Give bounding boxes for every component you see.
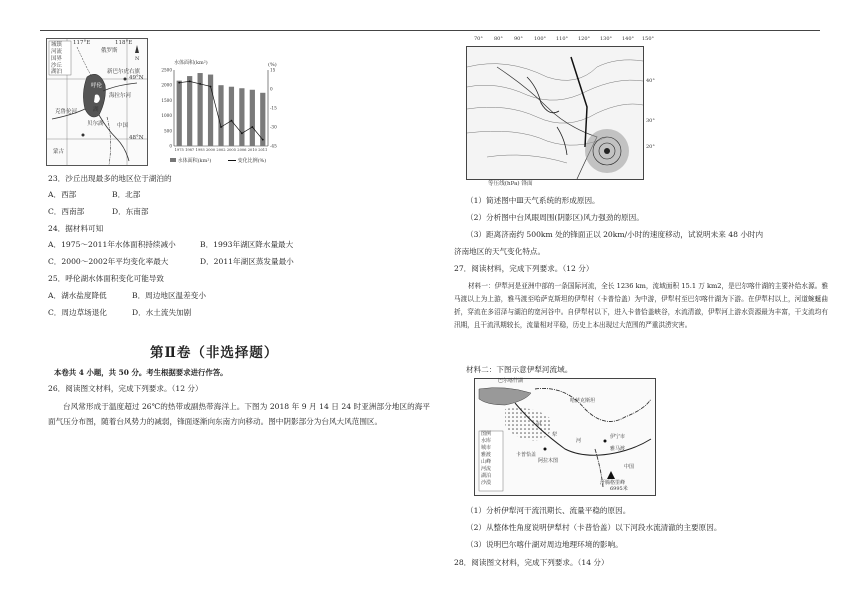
chart-x-tick-label: 2000 [205,148,216,152]
chart-y-tick-label: 0 [169,143,172,149]
q27-sub-2: （2）从整体性角度说明伊犁村（卡普恰盖）以下河段水流清澈的主要原因。 [466,523,722,532]
pressure-map-legend: 等压线(hPa) 锋面 [488,181,533,187]
chart-x-tick-label: 2011 [258,148,268,152]
label-xinbaerhu: 新巴尔虎右旗 [107,69,141,75]
lon-140: 140° [622,36,635,42]
chart-ylabel-left: 水体面积(km²) [174,60,208,66]
map3-legend-ferry: 雅渡 [481,452,492,458]
label-hulun: 呼伦 [91,83,103,89]
q24-option-c: C．2000～2002年平均变化率最大 [48,257,169,266]
legend-item-lake: 湖泊 [51,69,63,75]
chart-y-tick-label: 500 [164,128,172,134]
chart-bar [250,90,255,146]
lon-90: 90° [514,36,523,42]
chart-y-tick-label: 2500 [161,67,172,73]
pressure-map-svg [466,46,644,180]
section-title: 第Ⅱ卷（非选择题） [150,345,279,361]
q27-material-2: 材料二：下图示意伊犁河流域。 [466,365,573,374]
question-25-stem: 25．呼伦湖水体面积变化可能导致 [48,274,164,283]
chart-bar [187,76,192,146]
lat-label-48: 48°N [129,135,144,141]
chart-y2-tick-label: -30 [270,124,277,130]
label-beier: 贝尔湖 [87,121,104,127]
q23-option-b: B．北部 [112,190,141,199]
pressure-map [462,36,658,190]
label-yining: 伊宁市 [610,434,626,440]
chart-bar [239,88,244,146]
water-area-chart [156,60,286,166]
label-kapchagay: 卡普恰盖 [516,452,537,458]
chart-y2-tick-label: 0 [270,86,273,92]
chart-svg [156,64,286,166]
q27-material-1: 材料一：伊犁河是亚洲中部的一条国际河流，全长 1236 km，流域面积 15.1 万 km2，是巴尔喀什湖的主要补给水源。雅马渡以上为上游，雅马渡至哈萨克斯坦的伊犁村（卡普恰盖）为中游，伊犁村至巴尔喀什湖为下游。在伊犁村以上，河道蜿蜒曲折，穿流在多沼泽与湖泊的宽河谷中。自伊犁村以下，进入卡普恰盖峡谷，水流清澈，伊犁河上游水资源最为丰富，干支流均有汛期，且干流汛期较长，流量相对平稳，历史上本出现过大范围的严重洪涝灾害。 [454,282,828,329]
question-26-paragraph: 台风常形成于温度超过 26℃的热带或副热带海洋上。下图为 2018 年 9 月 14 日 24 时亚洲部分地区的海平面气压分布图，随着台风势力的减弱，锋面逐渐向东南方向移动。图中阴影部分为台风大风范围区。 [48,402,430,426]
header-rule [40,30,820,31]
question-26-stem: 26．阅读图文材料，完成下列要求。（12 分） [48,384,203,393]
q26-sub-2: （2）分析图中台风眼周围(阴影区)风力强劲的原因。 [466,213,644,222]
label-kelulun: 克鲁伦河 [55,109,78,115]
chart-x-tick-label: 2002 [216,148,226,152]
chart-bar [177,81,182,146]
q24-option-d: D．2011年湖区蒸发量最小 [200,257,294,266]
lon-70: 70° [474,36,483,42]
label-russia: 俄罗斯 [101,48,118,54]
q25-option-c: C．周边草场退化 [48,308,107,317]
lon-label-117: 117°E [73,40,91,46]
chart-x-tick-label: 2005 [226,148,237,152]
legend-item-town: 城镇 [51,42,63,48]
map3-legend-peak: 山峰 [481,459,492,465]
question-28-stem: 28．阅读图文材料，完成下列要求。（14 分） [454,558,609,567]
chart-bar [218,85,223,146]
lat-20: 20° [646,144,655,150]
label-china-map3: 中国 [624,464,635,470]
legend-item-border: 国界 [51,56,63,62]
map3-legend-title: 图例 [481,431,492,437]
legend-item-river: 河流 [51,49,63,55]
ili-map-svg [474,378,656,496]
chart-legend-bar [170,158,211,165]
map3-legend-desert: 沙漠 [481,480,492,486]
label-yili: 伊 [536,422,542,428]
chart-bar [260,93,265,146]
q24-option-b: B．1993年湖区降水量最大 [200,240,294,249]
label-mongolia: 蒙古 [53,149,65,155]
question-24-stem: 24．据材料可知 [48,224,104,233]
q23-option-a: A．西部 [48,190,77,199]
chart-y-tick-label: 1000 [161,113,172,119]
label-balkhash: 巴尔喀什湖 [498,378,524,384]
chart-y-tick-label: 2000 [161,82,172,88]
chart-legend-bar-label: 水体面积(km²) [177,158,212,164]
map3-legend-lake: 湖泊 [481,473,492,479]
lon-axis [462,36,658,46]
chart-bar [208,75,213,146]
chart-x-tick-label: 2010 [247,148,257,152]
q24-option-a: A．1975～2011年水体面积持续减小 [48,240,176,249]
lon-120: 120° [578,36,591,42]
chart-legend-line-label: 变化比例(%) [237,158,267,164]
label-almaty: 阿拉木图 [538,458,559,464]
lon-100: 100° [534,36,547,42]
q25-option-b: B．周边地区温差变小 [132,291,206,300]
lat-label-49: 49°N [129,75,144,81]
map3-legend-reservoir: 水库 [481,438,492,444]
lon-150: 150° [642,36,655,42]
lat-30: 30° [646,118,655,124]
lon-80: 80° [494,36,503,42]
q23-option-c: C．西南部 [48,207,85,216]
legend-item-dune: 沙丘 [51,63,63,69]
ili-river-map [474,378,654,494]
chart-y2-tick-label: -45 [270,143,277,149]
q25-option-a: A．湖水盐度降低 [48,291,107,300]
map3-legend-city: 城市 [481,445,492,451]
section-note: 本卷共 4 小题，共 50 分。考生根据要求进行作答。 [54,368,228,377]
chart-x-tick-label: 1993 [195,148,205,152]
question-27-stem: 27．阅读材料，完成下列要求。（12 分） [454,264,594,273]
q25-option-d: D．水土流失加剧 [132,308,192,317]
chart-legend-line [228,158,266,165]
label-he: 河 [576,438,582,444]
label-kazak: 哈萨克斯坦 [570,398,596,404]
svg-text:N: N [135,56,140,62]
chart-x-tick-label: 2006 [237,148,247,152]
chart-y2-tick-label: 15 [270,67,276,73]
label-elev: 6995米 [610,486,628,492]
label-lake: 湖 [93,107,99,113]
q26-sub-3-cont: 济南地区的天气变化特点。 [454,247,546,256]
map3-legend-river: 河流 [481,466,492,472]
q26-sub-3: （3）距离济南约 500km 处的锋面正以 20km/小时的速度移动，试说明未来 48 小时内 [466,230,764,239]
chart-y2-tick-label: -15 [270,105,277,111]
q23-option-d: D．东南部 [112,207,149,216]
lat-40: 40° [646,78,655,84]
chart-y-tick-label: 1500 [161,97,172,103]
label-li: 犁 [552,432,558,438]
lon-130: 130° [600,36,613,42]
chart-bar [229,87,234,146]
lon-label-118: 118°E [115,40,133,46]
q26-sub-1: （1）简述图中Ⅲ天气系统的形成原因。 [466,196,600,205]
label-hailar: 海拉尔河 [109,93,132,99]
question-23-stem: 23．沙丘出现最多的地区位于湖泊的 [48,174,172,183]
label-china: 中国 [117,123,129,129]
q27-sub-3: （3）说明巴尔喀什湖对周边地理环境的影响。 [466,540,623,549]
hulun-lake-map [46,38,148,166]
label-yamadu: 雅马渡 [610,446,626,452]
chart-x-tick-label: 1987 [185,148,195,152]
chart-x-tick-label: 1975 [174,148,184,152]
label-hanteng: 汗腾格里峰 [600,480,626,486]
chart-ylabel-right: (%) [268,62,277,68]
q27-sub-1: （1）分析伊犁河干流汛期长、流量平稳的原因。 [466,506,631,515]
lon-110: 110° [556,36,569,42]
